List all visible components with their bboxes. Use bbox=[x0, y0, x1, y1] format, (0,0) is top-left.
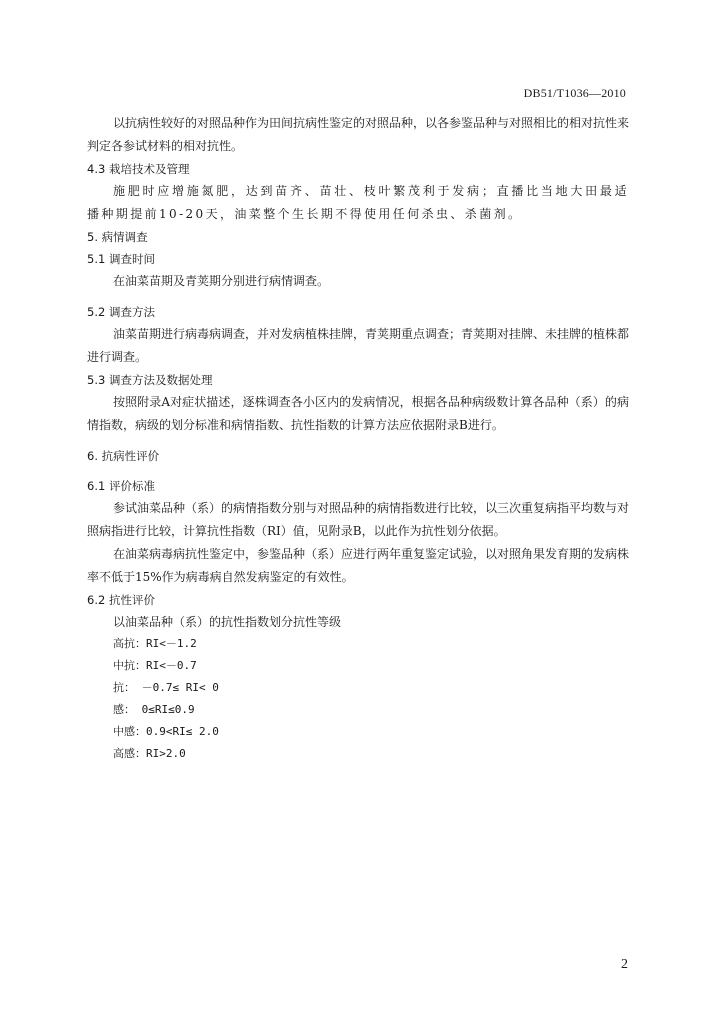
list-item: 感： 0≤RI≤0.9 bbox=[113, 703, 195, 716]
heading-4-3: 4.3 栽培技术及管理 bbox=[87, 162, 190, 176]
paragraph-two-year-trial: 在油菜病毒病抗性鉴定中，参鉴品种（系）应进行两年重复鉴定试验，以对照角果发育期的发病株率不低于15%作为病毒病自然发病鉴定的有效性。 bbox=[87, 547, 630, 584]
paragraph-survey-time: 在油菜苗期及青荚期分别进行病情调查。 bbox=[113, 274, 330, 288]
paragraph-control-variety: 以抗病性较好的对照品种作为田间抗病性鉴定的对照品种，以各参鉴品种与对照相比的相对抗性来判定各参试材料的相对抗性。 bbox=[87, 116, 630, 153]
paragraph-data-processing: 按照附录A对症状描述，逐株调查各小区内的发病情况，根据各品种病级数计算各品种（系）的病情指数，病级的划分标准和病情指数、抗性指数的计算方法应依据附录B进行。 bbox=[87, 395, 629, 432]
heading-6-2: 6.2 抗性评价 bbox=[87, 593, 155, 607]
list-item: 高抗：RI<－1.2 bbox=[113, 637, 197, 650]
heading-5-3: 5.3 调查方法及数据处理 bbox=[87, 373, 213, 387]
heading-5-1: 5.1 调查时间 bbox=[87, 252, 155, 266]
paragraph-evaluation-standard: 参试油菜品种（系）的病情指数分别与对照品种的病情指数进行比较，以三次重复病指平均数与对照病指进行比较，计算抗性指数（RI）值，见附录B，以此作为抗性划分依据。 bbox=[87, 501, 630, 538]
list-item: 抗： －0.7≤ RI< 0 bbox=[113, 681, 219, 694]
page-number: 2 bbox=[621, 957, 628, 972]
heading-6-1: 6.1 评价标准 bbox=[87, 479, 155, 493]
paragraph-survey-method: 油菜苗期进行病毒病调查，并对发病植株挂牌，青荚期重点调查；青荚期对挂牌、未挂牌的植株都进行调查。 bbox=[87, 327, 630, 364]
paragraph-cultivation: 施肥时应增施氮肥，达到苗齐、苗壮、枝叶繁茂利于发病；直播比当地大田最适播种期提前10-20天，油菜整个生长期不得使用任何杀虫、杀菌剂。 bbox=[87, 184, 629, 221]
list-intro: 以油菜品种（系）的抗性指数划分抗性等级 bbox=[113, 615, 342, 629]
heading-5: 5. 病情调查 bbox=[87, 230, 148, 244]
list-item: 高感：RI>2.0 bbox=[113, 747, 186, 760]
document-code: DB51/T1036—2010 bbox=[523, 86, 626, 100]
document-body bbox=[87, 112, 629, 765]
heading-5-2: 5.2 调查方法 bbox=[87, 305, 155, 319]
resistance-grade-list bbox=[87, 611, 629, 765]
list-item: 中感：0.9<RI≤ 2.0 bbox=[113, 725, 219, 738]
heading-6: 6. 抗病性评价 bbox=[87, 449, 160, 463]
list-item: 中抗：RI<－0.7 bbox=[113, 659, 197, 672]
